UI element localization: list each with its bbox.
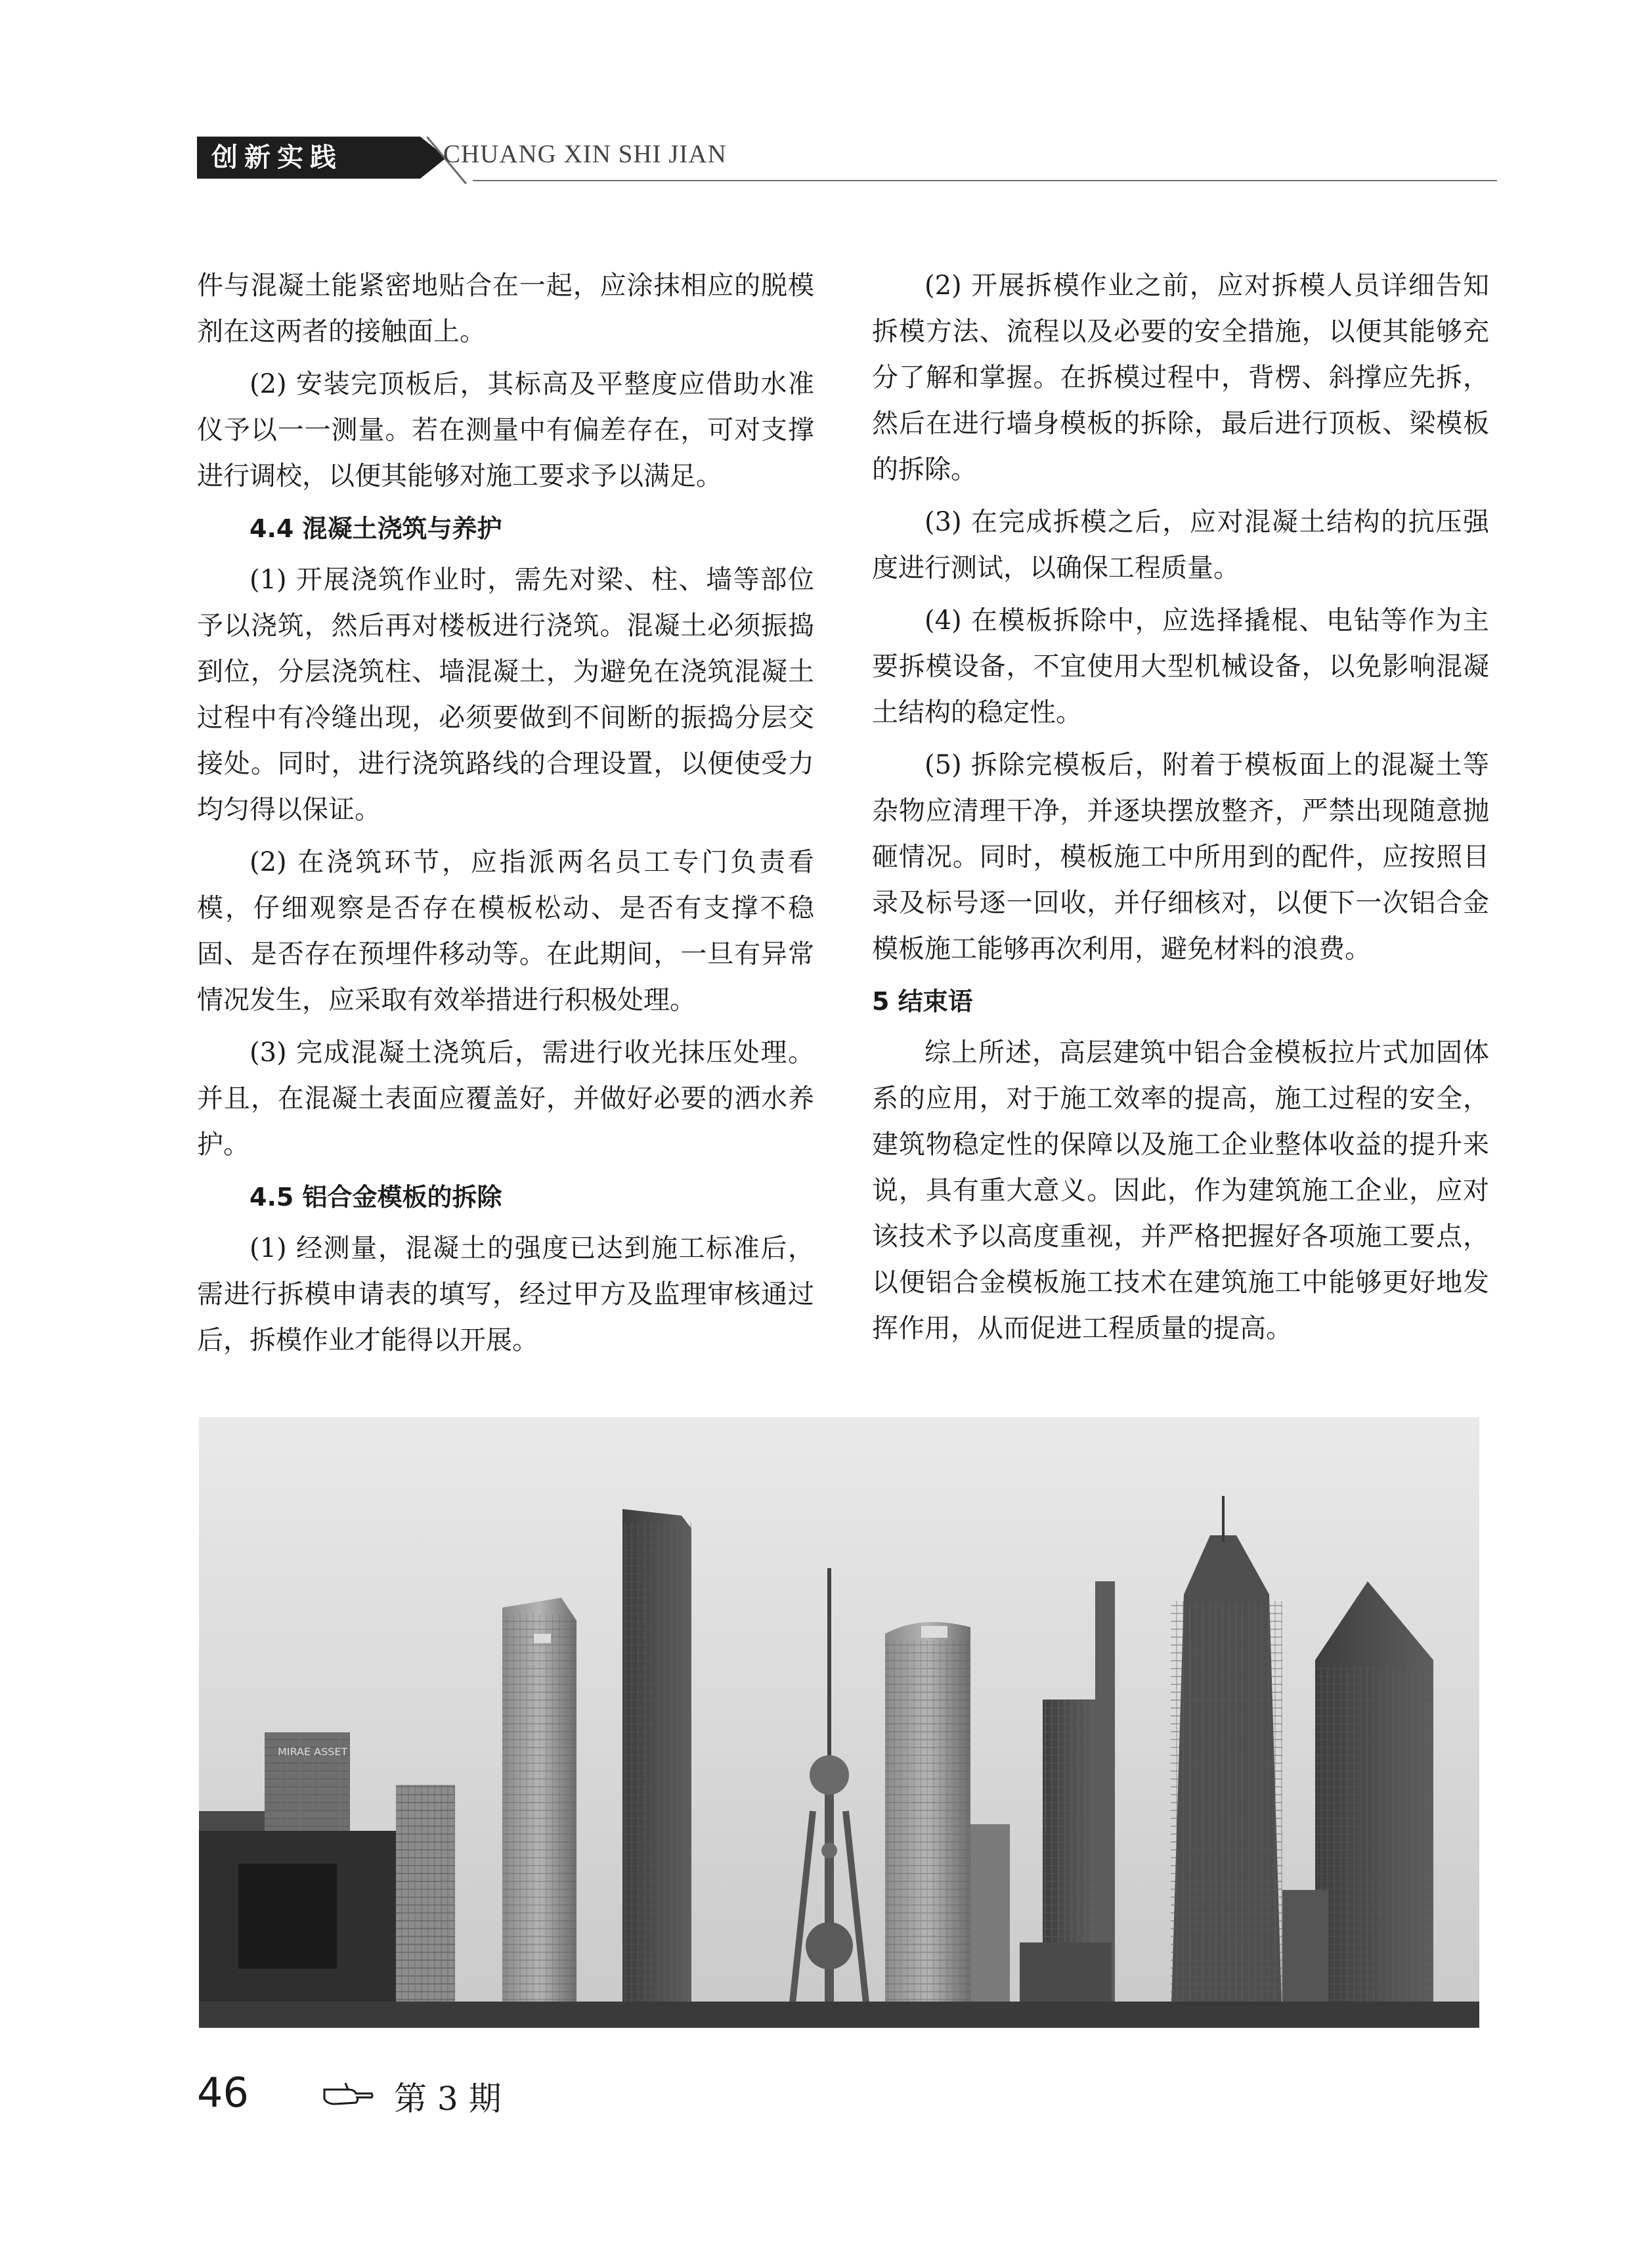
left-column xyxy=(197,263,814,1370)
paragraph: (5) 拆除完模板后，附着于模板面上的混凝土等杂物应清理干净，并逐块摆放整齐，严禁出现随意抛砸情况。同时，模板施工中所用到的配件，应按照目录及标号逐一回收，并仔细核对，以便下一次铝合金模板施工能够再次利用，避免材料的浪费。 xyxy=(872,750,1489,964)
paragraph: (1) 经测量，混凝土的强度已达到施工标准后，需进行拆模申请表的填写，经过甲方及监理审核通过后，拆模作业才能得以开展。 xyxy=(197,1233,814,1355)
issue-label: 第 3 期 xyxy=(394,2080,502,2118)
paragraph: (2) 在浇筑环节，应指派两名员工专门负责看模，仔细观察是否存在模板松动、是否有支撑不稳固、是否存在预埋件移动等。在此期间，一旦有异常情况发生，应采取有效举措进行积极处理。 xyxy=(197,847,814,1015)
paragraph: 件与混凝土能紧密地贴合在一起，应涂抹相应的脱模剂在这两者的接触面上。 xyxy=(197,271,814,347)
section-heading: 4.5 铝合金模板的拆除 xyxy=(250,1183,502,1212)
section-heading: 4.4 混凝土浇筑与养护 xyxy=(250,514,502,543)
paragraph: (1) 开展浇筑作业时，需先对梁、柱、墙等部位予以浇筑，然后再对楼板进行浇筑。混凝土必须振捣到位，分层浇筑柱、墙混凝土，为避免在浇筑混凝土过程中有冷缝出现，必须要做到不间断的振捣分层交接处。同时，进行浇筑路线的合理设置，以便使受力均匀得以保证。 xyxy=(197,565,814,825)
paragraph: (3) 在完成拆模之后，应对混凝土结构的抗压强度进行测试，以确保工程质量。 xyxy=(872,507,1489,583)
city-skyline-photo xyxy=(199,1417,1479,2028)
hand-pointer-icon xyxy=(322,2076,374,2109)
paragraph: (2) 开展拆模作业之前，应对拆模人员详细告知拆模方法、流程以及必要的安全措施，以便其能够充分了解和掌握。在拆模过程中，背楞、斜撑应先拆，然后在进行墙身模板的拆除，最后进行顶板、梁模板的拆除。 xyxy=(872,271,1489,485)
right-column xyxy=(872,263,1489,1358)
paragraph: 综上所述，高层建筑中铝合金模板拉片式加固体系的应用，对于施工效率的提高，施工过程的安全，建筑物稳定性的保障以及施工企业整体收益的提升来说，具有重大意义。因此，作为建筑施工企业，应对该技术予以高度重视，并严格把握好各项施工要点，以便铝合金模板施工技术在建筑施工中能够更好地发挥作用，从而促进工程质量的提高。 xyxy=(872,1038,1489,1344)
section-tag-pinyin: CHUANG XIN SHI JIAN xyxy=(443,140,727,168)
building-sign: MIRAE ASSET xyxy=(278,1745,348,1758)
header-rule xyxy=(473,180,1497,181)
section-heading: 5 结束语 xyxy=(872,987,973,1016)
section-tag: 创新实践 xyxy=(197,137,420,179)
paragraph: (2) 安装完顶板后，其标高及平整度应借助水准仪予以一一测量。若在测量中有偏差存在，可对支撑进行调校，以便其能够对施工要求予以满足。 xyxy=(197,369,814,491)
paragraph: (3) 完成混凝土浇筑后，需进行收光抹压处理。并且，在混凝土表面应覆盖好，并做好必要的洒水养护。 xyxy=(197,1038,814,1160)
page-number: 46 xyxy=(197,2069,249,2116)
paragraph: (4) 在模板拆除中，应选择撬棍、电钻等作为主要拆模设备，不宜使用大型机械设备，以免影响混凝土结构的稳定性。 xyxy=(872,605,1489,728)
page-header xyxy=(197,131,1497,184)
